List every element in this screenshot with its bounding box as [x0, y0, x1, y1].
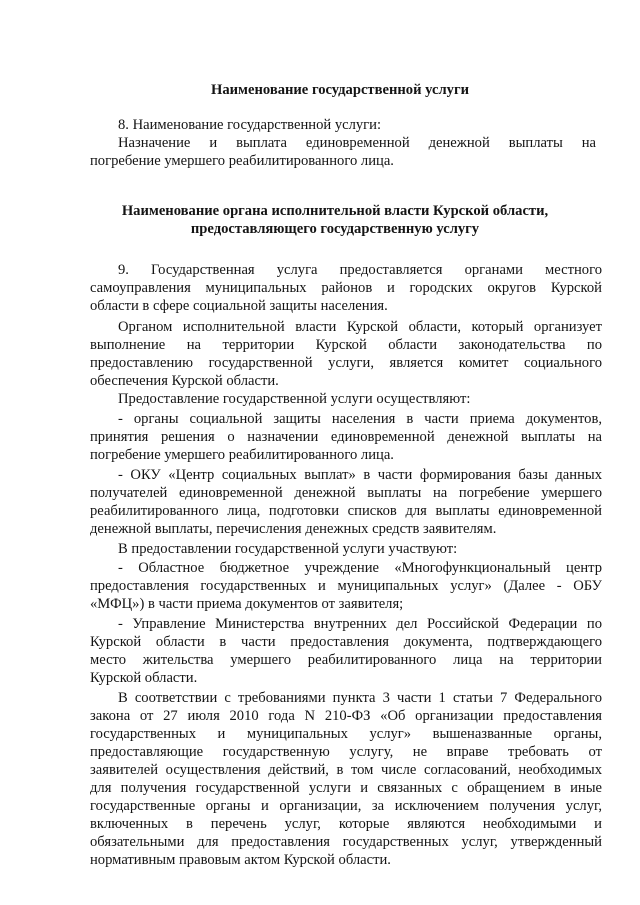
paragraph-line: области в сфере социальной защиты населения. — [90, 298, 388, 314]
paragraph-line: место жительства умершего реабилитированного лица на территории — [90, 652, 602, 668]
paragraph-line: реабилитированного лица, подготовки списков для выплаты единовременной — [90, 503, 602, 519]
paragraph-line: самоуправления муниципальных районов и городских округов Курской — [90, 280, 602, 296]
paragraph-line: включенных в перечень услуг, которые являются необходимыми и — [90, 816, 602, 832]
paragraph-line: 9. Государственная услуга предоставляется органами местного — [118, 262, 602, 278]
paragraph-line: государственных и муниципальных услуг» вышеназванные органы, — [90, 726, 602, 742]
paragraph-line: - ОКУ «Центр социальных выплат» в части формирования базы данных — [118, 467, 602, 483]
paragraph-line: предоставляющие государственную услугу, не вправе требовать от — [90, 744, 602, 760]
paragraph-line: Органом исполнительной власти Курской области, который организует — [118, 319, 602, 335]
paragraph-line: выполнение на территории Курской области законодательства по — [90, 337, 602, 353]
paragraph-line: закона от 27 июля 2010 года N 210-ФЗ «Об организации предоставления — [90, 708, 602, 724]
paragraph-line: - Управление Министерства внутренних дел Российской Федерации по — [118, 616, 602, 632]
paragraph-line: принятия решения о назначении единовременной денежной выплаты на — [90, 429, 602, 445]
paragraph-line: получателей единовременной денежной выплаты на погребение умершего — [90, 485, 602, 501]
section-heading-authority-line2: предоставляющего государственную услугу — [190, 221, 480, 237]
paragraph-line: - органы социальной защиты населения в части приема документов, — [118, 411, 602, 427]
paragraph-line: В соответствии с требованиями пункта 3 части 1 статьи 7 Федерального — [118, 690, 602, 706]
paragraph-line: для получения государственной услуги и связанных с обращением в иные — [90, 780, 602, 796]
paragraph-line: В предоставлении государственной услуги участвуют: — [118, 541, 458, 557]
paragraph-line: обеспечения Курской области. — [90, 373, 279, 389]
paragraph-line: заявителей осуществления действий, в том числе согласований, необходимых — [90, 762, 602, 778]
section-heading-authority-line1: Наименование органа исполнительной власти Курской области, — [121, 203, 549, 219]
paragraph-line: погребение умершего реабилитированного лица. — [90, 153, 394, 169]
paragraph-line: предоставлению государственной услуги, является комитет социального — [90, 355, 602, 371]
paragraph-line: «МФЦ») в части приема документов от заявителя; — [90, 596, 404, 612]
paragraph-line: погребение умершего реабилитированного лица. — [90, 447, 394, 463]
paragraph-line: государственные органы и организации, за исключением получения услуг, — [90, 798, 602, 814]
section-heading-service-name: Наименование государственной услуги — [211, 82, 469, 98]
paragraph-line: Курской области. — [90, 670, 198, 686]
paragraph-line: 8. Наименование государственной услуги: — [118, 117, 382, 133]
paragraph-line: Предоставление государственной услуги осуществляют: — [118, 391, 471, 407]
paragraph-line: нормативным правовым актом Курской области. — [90, 852, 391, 868]
paragraph-line: предоставления государственных и муниципальных услуг» (Далее - ОБУ — [90, 578, 602, 594]
paragraph-line: - Областное бюджетное учреждение «Многофункциональный центр — [118, 560, 602, 576]
paragraph-line: денежной выплаты, перечисления денежных средств заявителям. — [90, 521, 497, 537]
paragraph-line: Назначение и выплата единовременной денежной выплаты на — [118, 135, 596, 151]
paragraph-line: Курской области в части предоставления документа, подтверждающего — [90, 634, 602, 650]
paragraph-line: обязательными для предоставления государственных услуг, утвержденный — [90, 834, 602, 850]
